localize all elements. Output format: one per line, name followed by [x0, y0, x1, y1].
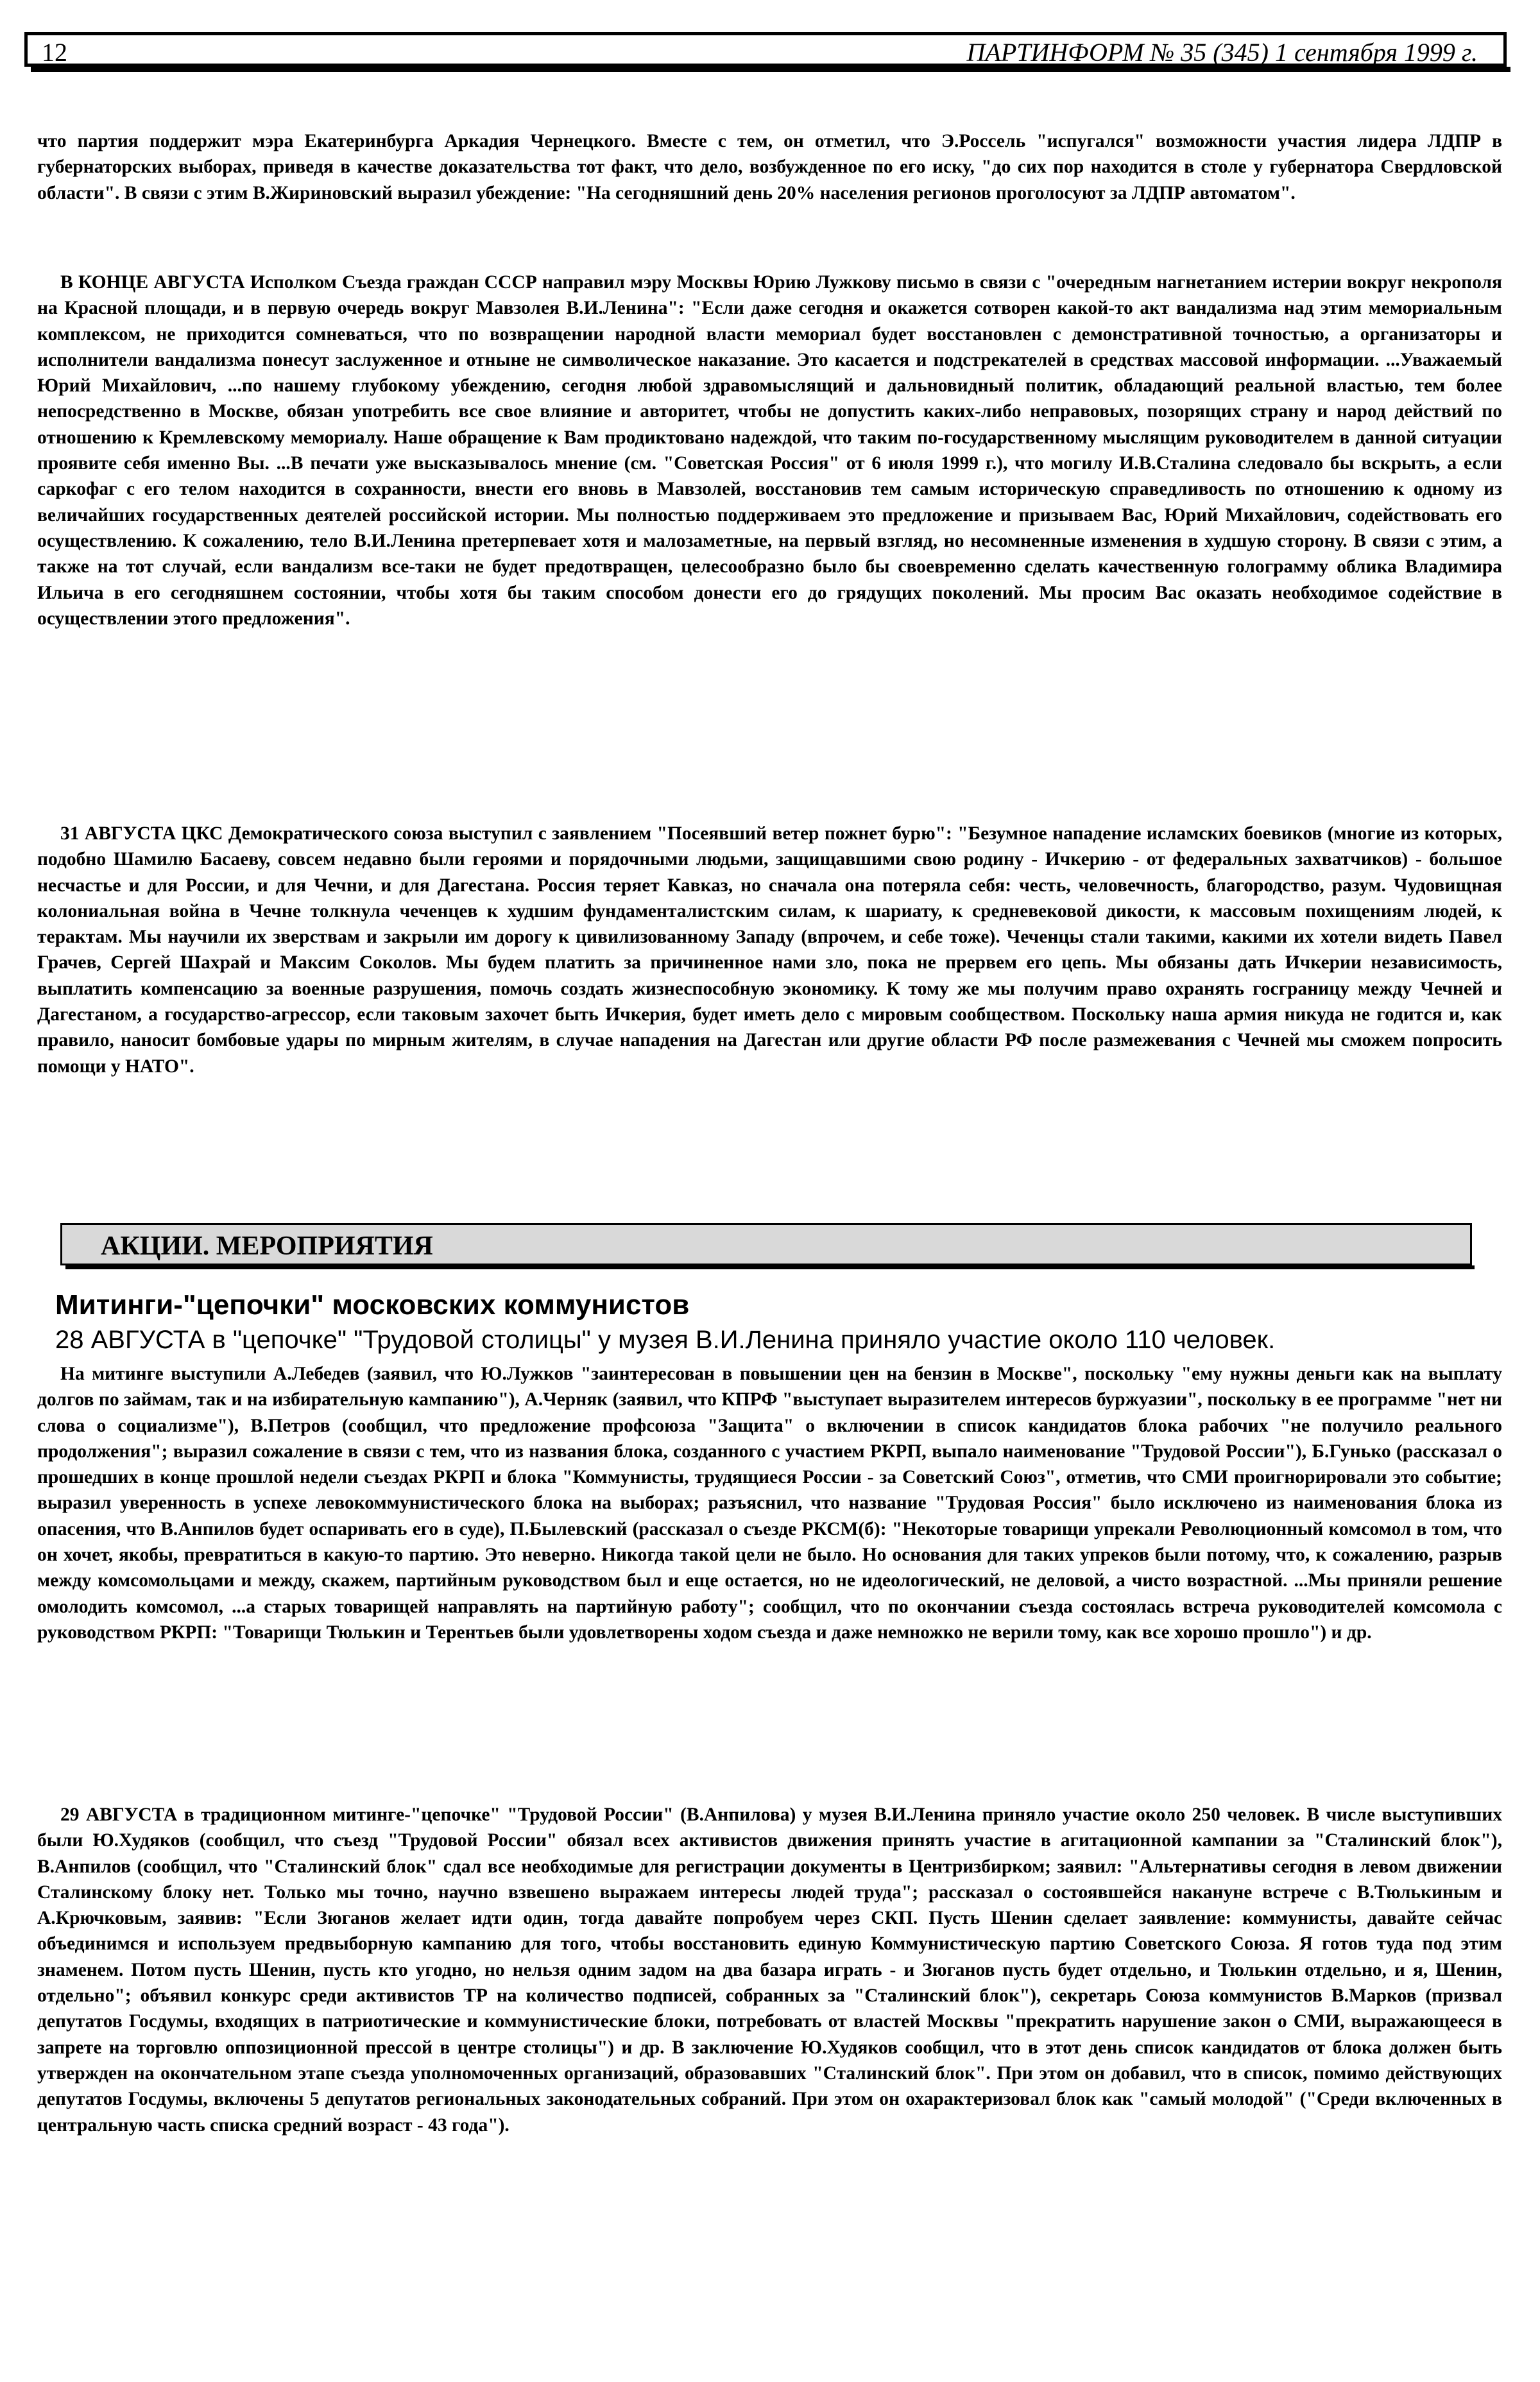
- paragraph-end-of-august: В КОНЦЕ АВГУСТА Исполком Съезда граждан СССР направил мэру Москвы Юрию Лужкову письмо в связи с "очередным нагнетанием истерии вокруг некрополя на Красной площади, и в первую очередь вокруг Мавзолея В.И.Ленина": "Если даже сегодня и окажется сотворен какой-то акт вандализма над этим мемориальным комплексом, не приходится сомневаться, что по возвращении народной власти мемориал будет восстановлен с демонстративной точностью, а организаторы и исполнители вандализма понесут заслуженное и отныне не символическое наказание. Это касается и подстрекателей в средствах массовой информации. ...Уважаемый Юрий Михайлович, ...по нашему глубокому убеждению, сегодня любой здравомыслящий и дальновидный политик, обладающий реальной властью, тем более непосредственно в Москве, обязан употребить все свое влияние и авторитет, чтобы не допустить каких-либо неправовых, позорящих страну и народ действий по отношению к Кремлевскому мемориалу. Наше обращение к Вам продиктовано надеждой, что таким по-государственному мыслящим руководителем в данной ситуации проявите себя именно Вы. ...В печати уже высказывалось мнение (см. "Советская Россия" от 6 июля 1999 г.), что могилу И.В.Сталина следовало бы вскрыть, а если саркофаг с его телом находится в сохранности, внести его вновь в Мавзолей, восстановив тем самым историческую справедливость по отношению к одному из величайших государственных деятелей российской истории. Мы полностью поддерживаем это предложение и призываем Вас, Юрий Михайлович, содействовать его осуществлению. К сожалению, тело В.И.Ленина претерпевает хотя и малозаметные, на первый взгляд, но несомненные изменения в худшую сторону. В связи с этим, а также на тот случай, если вандализм все-таки не будет предотвращен, целесообразно было бы своевременно сделать качественную голограмму облика Владимира Ильича в его сегодняшнем состоянии, чтобы хотя бы таким способом донести его до грядущих поколений. Мы просим Вас оказать необходимое содействие в осуществлении этого предложения".: [37, 272, 1502, 629]
- article-title: Митинги-"цепочки" московских коммунистов: [55, 1289, 690, 1321]
- paragraph-zhirinovsky: что партия поддержит мэра Екатеринбурга Аркадия Чернецкого. Вместе с тем, он отметил, что Э.Россель "испугался" возможности участия лидера ЛДПР в губернаторских выборах, приведя в качестве доказательства тот факт, что дело, возбужденное по его иску, "до сих пор находится в столе у губернатора Свердловской области". В связи с этим В.Жириновский выразил убеждение: "На сегодняшний день 20% населения регионов проголосуют за ЛДПР автоматом".: [37, 131, 1502, 203]
- page-header: [24, 32, 1507, 67]
- article-subtitle: 28 АВГУСТА в "цепочке" "Трудовой столицы" у музея В.И.Ленина приняло участие около 110 человек.: [55, 1326, 1276, 1354]
- paragraph-august-31: 31 АВГУСТА ЦКС Демократического союза выступил с заявлением "Посеявший ветер пожнет бурю": "Безумное нападение исламских боевиков (многие из которых, подобно Шамилю Басаеву, совсем недавно были героями и порядочными людьми, защищавшими свою родину - Ичкерию - от федеральных захватчиков) - большое несчастье и для России, и для Чечни, и для Дагестана. Россия теряет Кавказ, но сначала она потеряла себя: честь, человечность, благородство, разум. Чудовищная колониальная война в Чечне толкнула чеченцев к худшим фундаменталистским силам, к шариату, к средневековой дикости, к массовым похищениям людей, к терактам. Мы научили их зверствам и закрыли им дорогу к цивилизованному Западу (впрочем, и себе тоже). Чеченцы стали такими, какими их хотели видеть Павел Грачев, Сергей Шахрай и Максим Соколов. Мы будем платить за причиненное нами зло, пока не прервем его цепь. Мы обязаны дать Ичкерии независимость, выплатить компенсацию за военные разрушения, помочь создать жизнеспособную экономику. К тому же мы получим право охранять госграницу между Чечней и Дагестаном, а государство-агрессор, если таковым захочет быть Ичкерия, будет иметь дело с мировым сообществом. Поскольку наша армия никуда не годится и, как правило, наносит бомбовые удары по мирным жителям, в случае нападения на Дагестан или другие области РФ после размежевания с Чечней мы сможем попросить помощи у НАТО".: [37, 823, 1502, 1077]
- issue-title: ПАРТИНФОРМ № 35 (345) 1 сентября 1999 г.: [966, 38, 1478, 67]
- paragraph-rally-speakers: На митинге выступили А.Лебедев (заявил, что Ю.Лужков "заинтересован в повышении цен на бензин в Москве", поскольку "ему нужны деньги как на выплату долгов по займам, так и на избирательную кампанию"), А.Черняк (заявил, что КПРФ "выступает выразителем интересов буржуазии", поскольку в ее программе "нет ни слова о социализме"), В.Петров (сообщил, что предложение профсоюза "Защита" о включении в список кандидатов блока рабочих "не получило реального продолжения"; выразил сожаление в связи с тем, что из названия блока, созданного с участием РКРП, выпало наименование "Трудовой России"), Б.Гунько (рассказал о прошедших в конце прошлой недели съездах РКРП и блока "Коммунисты, трудящиеся России - за Советский Союз", отметив, что СМИ проигнорировали это событие; выразил уверенность в успехе левокоммунистического блока на выборах; разъяснил, что название "Трудовая Россия" было исключено из наименования блока из опасения, что В.Анпилов будет оспаривать его в суде), П.Былевский (рассказал о съезде РКСМ(б): "Некоторые товарищи упрекали Революционный комсомол в том, что он хочет, якобы, превратиться в какую-то партию. Это неверно. Никогда такой цели не было. Но основания для таких упреков были потому, что, к сожалению, разрыв между комсомольцами и между, скажем, партийным руководством был и еще остается, но не идеологический, не деловой, а чисто возрастной. ...Мы приняли решение омолодить комсомол, ...а старых товарищей направлять на партийную работу"; сообщил, что по окончании съезда состоялась встреча руководителей комсомола с руководством РКРП: "Товарищи Тюлькин и Терентьев были удовлетворены ходом съезда и даже немножко не верили тому, как все хорошо прошло") и др.: [37, 1364, 1502, 1643]
- paragraph-august-29: 29 АВГУСТА в традиционном митинге-"цепочке" "Трудовой России" (В.Анпилова) у музея В.И.Ленина приняло участие около 250 человек. В числе выступивших были Ю.Худяков (сообщил, что съезд "Трудовой России" обязал всех активистов движения принять участие в агитационной кампании за "Сталинский блок"), В.Анпилов (сообщил, что "Сталинский блок" сдал все необходимые для регистрации документы в Центризбирком; заявил: "Альтернативы сегодня в левом движении Сталинскому блоку нет. Только мы точно, научно взвешено выражаем интересы людей труда"; рассказал о состоявшейся накануне встрече с В.Тюлькиным и А.Крючковым, заявив: "Если Зюганов желает идти один, тогда давайте попробуем через СКП. Пусть Шенин сделает заявление: коммунисты, давайте сейчас объединимся и используем предвыборную кампанию для того, чтобы восстановить единую Коммунистическую партию Советского Союза. Я готов туда под этим знаменем. Потом пусть Шенин, пусть кто угодно, но нельзя одним задом на два базара играть - и Зюганов пусть будет отдельно, и Тюлькин отдельно, и я, Шенин, отдельно"; объявил конкурс среди активистов ТР на количество подписей, собранных за "Сталинский блок"), секретарь Союза коммунистов В.Марков (призвал депутатов Госдумы, входящих в патриотические и коммунистические блоки, потребовать от властей Москвы "прекратить нарушение закон о СМИ, выражающееся в запрете на торговлю оппозиционной прессой в центре столицы") и др. В заключение Ю.Худяков сообщил, что в этот день список кандидатов от блока должен быть утвержден на окончательном этапе съезда уполномоченных организаций, образовавших "Сталинский блок". При этом он добавил, что в список, помимо действующих депутатов Госдумы, включены 5 депутатов региональных законодательных собраний. При этом он охарактеризовал блок как "самый молодой" ("Среди включенных в центральную часть списка средний возраст - 43 года").: [37, 1804, 1502, 2136]
- section-banner: [60, 1223, 1472, 1265]
- header-shadow: [31, 67, 1510, 72]
- section-title: АКЦИИ. МЕРОПРИЯТИЯ: [101, 1231, 433, 1261]
- section-banner-shadow: [65, 1265, 1475, 1269]
- page-number: 12: [42, 38, 67, 67]
